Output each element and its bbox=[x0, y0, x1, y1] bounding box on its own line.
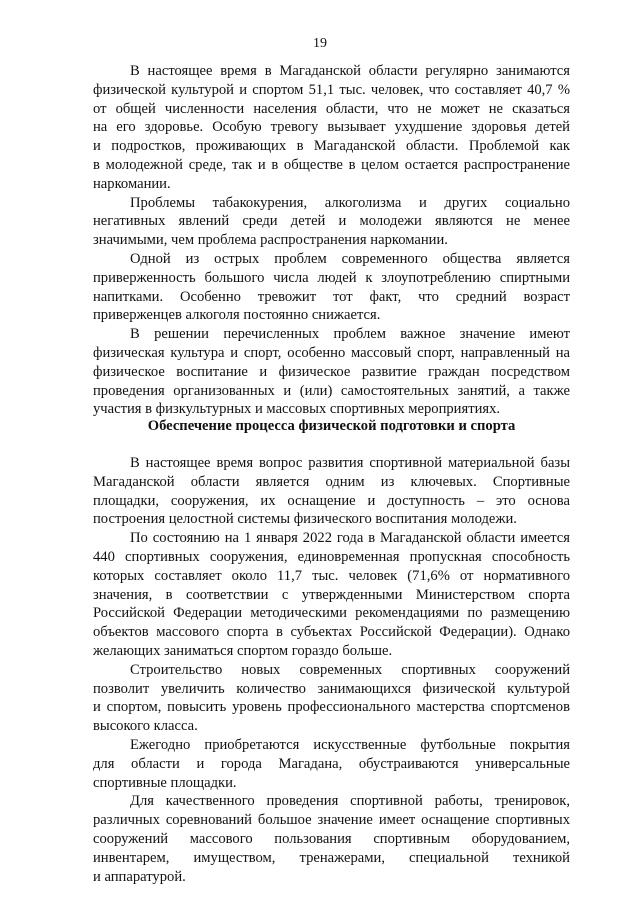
text-line: В настоящее время вопрос развития спортивной материальной базы bbox=[130, 455, 570, 471]
text-line: Для качественного проведения спортивной работы, тренировок, bbox=[130, 793, 570, 810]
text-line: и аппаратурой. bbox=[93, 868, 186, 885]
text-line: на его здоровье. Особую тревогу вызывает ухудшение здоровья детей bbox=[93, 119, 570, 136]
text-line: В решении перечисленных проблем важное значение имеют bbox=[130, 326, 570, 343]
text-line: и подростков, проживающих в Магаданской области. Проблемой как bbox=[93, 138, 570, 155]
paragraph bbox=[93, 194, 570, 250]
text-line: и спортом, повысить уровень профессионального мастерства спортсменов bbox=[93, 699, 570, 716]
text-line: высокого класса. bbox=[93, 718, 198, 735]
text-line: в молодежной среде, так и в обществе в целом остается распространение bbox=[93, 156, 570, 173]
text-line: Магаданской области является одним из ключевых. Спортивные bbox=[93, 473, 570, 490]
text-line: желающих заниматься спортом гораздо больше. bbox=[93, 642, 393, 659]
text-line: объектов массового спорта в субъектах Российской Федерации). Однако bbox=[93, 624, 570, 641]
text-line: от общей численности населения области, что не может не сказаться bbox=[93, 100, 570, 117]
text-line: участия в физкультурных и массовых спортивных мероприятиях. bbox=[93, 401, 501, 418]
paragraph bbox=[93, 736, 570, 792]
paragraph bbox=[93, 325, 570, 419]
text-line: сооружений массового пользования спортивным оборудованием, bbox=[93, 830, 570, 847]
text-line: значимыми, чем проблема распространения наркомании. bbox=[93, 232, 448, 249]
text-line: построения целостной системы физического воспитания молодежи. bbox=[93, 511, 517, 528]
page-number: 19 bbox=[313, 36, 327, 51]
text-line: 440 спортивных сооружения, единовременная пропускная способность bbox=[93, 548, 570, 565]
paragraph bbox=[93, 454, 570, 529]
section-heading: Обеспечение процесса физической подготовки и спорта bbox=[147, 418, 516, 434]
text-line: физическое воспитание и физическое развитие граждан посредством bbox=[93, 363, 570, 380]
text-line: Ежегодно приобретаются искусственные футбольные покрытия bbox=[130, 736, 570, 753]
text-line: напитками. Особенно тревожит тот факт, что средний возраст bbox=[93, 288, 570, 305]
text-line: В настоящее время в Магаданской области регулярно занимаются bbox=[130, 63, 570, 79]
paragraph bbox=[93, 792, 570, 886]
text-line: физическая культура и спорт, особенно массовый спорт, направленный на bbox=[93, 344, 570, 361]
text-line: негативных явлений среди детей и молодежи являются не менее bbox=[93, 213, 570, 230]
text-line: спортивные площадки. bbox=[93, 774, 237, 791]
section-text-block bbox=[93, 454, 570, 886]
text-line: значения, в соответствии с утвержденными Министерством спорта bbox=[93, 586, 570, 603]
paragraph bbox=[93, 661, 570, 736]
text-line: инвентарем, имуществом, тренажерами, специальной техникой bbox=[93, 849, 570, 866]
text-line: Проблемы табакокурения, алкоголизма и других социально bbox=[130, 194, 570, 211]
paragraph bbox=[93, 250, 570, 325]
paragraph bbox=[93, 62, 570, 194]
text-line: приверженность большого числа людей к злоупотреблению спиртными bbox=[93, 269, 570, 286]
text-line: физической культурой и спортом 51,1 тыс. человек, что составляет 40,7 % bbox=[93, 81, 570, 98]
text-line: различных соревнований большое значение имеет оснащение спортивных bbox=[93, 812, 570, 829]
text-line: площадки, сооружения, их оснащение и доступность – это основа bbox=[93, 492, 570, 509]
text-line: Одной из острых проблем современного общества является bbox=[130, 250, 570, 267]
text-line: наркомании. bbox=[93, 175, 171, 192]
paragraph bbox=[93, 529, 570, 661]
intro-text-block bbox=[93, 62, 570, 419]
text-line: приверженцев алкоголя постоянно снижается. bbox=[93, 307, 381, 324]
text-line: для области и города Магадана, обустраиваются универсальные bbox=[93, 755, 570, 772]
text-line: Российской Федерации методическими рекомендациями по размещению bbox=[93, 605, 570, 622]
text-line: позволит увеличить количество занимающихся физической культурой bbox=[93, 680, 570, 697]
text-line: По состоянию на 1 января 2022 года в Магаданской области имеется bbox=[130, 530, 570, 547]
text-line: Строительство новых современных спортивных сооружений bbox=[130, 661, 570, 678]
text-line: которых составляет около 11,7 тыс. человек (71,6% от нормативного bbox=[93, 567, 570, 584]
text-line: проведения организованных и (или) самостоятельных занятий, а также bbox=[93, 382, 570, 399]
